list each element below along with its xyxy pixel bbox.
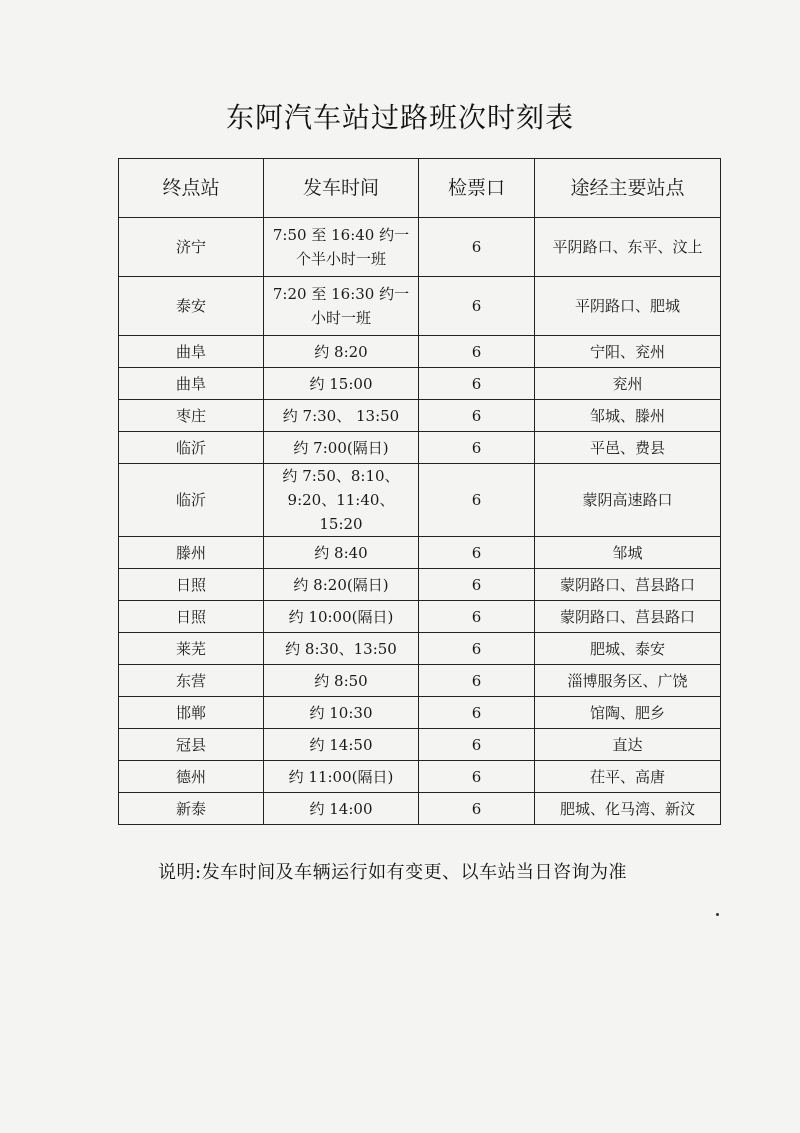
time-line-2: 9:20、11:40、15:20 <box>287 491 395 533</box>
table-row <box>119 464 721 537</box>
time-cell: 约 8:20(隔日) <box>264 569 419 601</box>
time-line-1: 7:20 至 16:30 约一 <box>272 285 410 303</box>
time-cell <box>264 277 419 336</box>
gate-cell: 6 <box>419 601 535 633</box>
destination-cell: 东营 <box>119 665 264 697</box>
time-cell: 约 11:00(隔日) <box>264 761 419 793</box>
via-cell: 邹城、滕州 <box>535 400 721 432</box>
gate-cell: 6 <box>419 368 535 400</box>
time-cell: 约 14:00 <box>264 793 419 825</box>
time-cell: 约 7:00(隔日) <box>264 432 419 464</box>
destination-cell: 滕州 <box>119 537 264 569</box>
table-row <box>119 336 721 368</box>
header-via-stations: 途经主要站点 <box>535 159 721 218</box>
gate-cell: 6 <box>419 537 535 569</box>
table-row <box>119 277 721 336</box>
gate-cell: 6 <box>419 464 535 537</box>
gate-cell: 6 <box>419 569 535 601</box>
destination-cell: 枣庄 <box>119 400 264 432</box>
destination-cell: 德州 <box>119 761 264 793</box>
header-destination: 终点站 <box>119 159 264 218</box>
gate-cell: 6 <box>419 633 535 665</box>
gate-cell: 6 <box>419 336 535 368</box>
schedule-table <box>118 158 721 825</box>
via-cell: 馆陶、肥乡 <box>535 697 721 729</box>
via-cell: 平阴路口、东平、汶上 <box>535 218 721 277</box>
gate-cell: 6 <box>419 697 535 729</box>
table-row <box>119 569 721 601</box>
time-cell <box>264 218 419 277</box>
table-row <box>119 665 721 697</box>
time-cell: 约 15:00 <box>264 368 419 400</box>
destination-cell: 日照 <box>119 601 264 633</box>
gate-cell: 6 <box>419 218 535 277</box>
time-cell: 约 8:30、13:50 <box>264 633 419 665</box>
via-cell: 宁阳、兖州 <box>535 336 721 368</box>
via-cell: 蒙阴路口、莒县路口 <box>535 569 721 601</box>
table-row <box>119 793 721 825</box>
via-cell: 茌平、高唐 <box>535 761 721 793</box>
via-cell: 邹城 <box>535 537 721 569</box>
via-cell: 肥城、泰安 <box>535 633 721 665</box>
time-cell: 约 7:30、 13:50 <box>264 400 419 432</box>
time-cell: 约 10:00(隔日) <box>264 601 419 633</box>
gate-cell: 6 <box>419 793 535 825</box>
destination-cell: 新泰 <box>119 793 264 825</box>
paper-speck <box>716 913 719 916</box>
destination-cell: 日照 <box>119 569 264 601</box>
time-cell: 约 14:50 <box>264 729 419 761</box>
table-row <box>119 761 721 793</box>
table-row <box>119 729 721 761</box>
destination-cell: 莱芜 <box>119 633 264 665</box>
header-gate: 检票口 <box>419 159 535 218</box>
destination-cell: 冠县 <box>119 729 264 761</box>
gate-cell: 6 <box>419 729 535 761</box>
via-cell: 肥城、化马湾、新汶 <box>535 793 721 825</box>
via-cell: 平邑、费县 <box>535 432 721 464</box>
destination-cell: 济宁 <box>119 218 264 277</box>
table-row <box>119 368 721 400</box>
time-cell: 约 10:30 <box>264 697 419 729</box>
table-row <box>119 432 721 464</box>
time-cell: 约 8:40 <box>264 537 419 569</box>
table-row <box>119 400 721 432</box>
destination-cell: 曲阜 <box>119 368 264 400</box>
destination-cell: 曲阜 <box>119 336 264 368</box>
table-row <box>119 218 721 277</box>
time-line-2: 个半小时一班 <box>295 250 386 268</box>
destination-cell: 临沂 <box>119 464 264 537</box>
gate-cell: 6 <box>419 665 535 697</box>
via-cell: 直达 <box>535 729 721 761</box>
via-cell: 淄博服务区、广饶 <box>535 665 721 697</box>
via-cell: 平阴路口、肥城 <box>535 277 721 336</box>
time-cell <box>264 464 419 537</box>
header-departure-time: 发车时间 <box>264 159 419 218</box>
header-row <box>119 159 721 218</box>
gate-cell: 6 <box>419 277 535 336</box>
page-title: 东阿汽车站过路班次时刻表 <box>225 101 574 134</box>
table-row <box>119 697 721 729</box>
gate-cell: 6 <box>419 400 535 432</box>
time-line-2: 小时一班 <box>310 309 371 327</box>
time-line-1: 7:50 至 16:40 约一 <box>272 226 410 244</box>
via-cell: 蒙阴路口、莒县路口 <box>535 601 721 633</box>
time-cell: 约 8:50 <box>264 665 419 697</box>
gate-cell: 6 <box>419 761 535 793</box>
destination-cell: 泰安 <box>119 277 264 336</box>
via-cell: 兖州 <box>535 368 721 400</box>
table-row <box>119 601 721 633</box>
time-line-1: 约 7:50、8:10、 <box>282 467 400 485</box>
time-cell: 约 8:20 <box>264 336 419 368</box>
destination-cell: 临沂 <box>119 432 264 464</box>
table-row <box>119 537 721 569</box>
gate-cell: 6 <box>419 432 535 464</box>
via-cell: 蒙阴高速路口 <box>535 464 721 537</box>
table-row <box>119 633 721 665</box>
footnote: 说明:发车时间及车辆运行如有变更、以车站当日咨询为准 <box>158 862 628 883</box>
destination-cell: 邯郸 <box>119 697 264 729</box>
